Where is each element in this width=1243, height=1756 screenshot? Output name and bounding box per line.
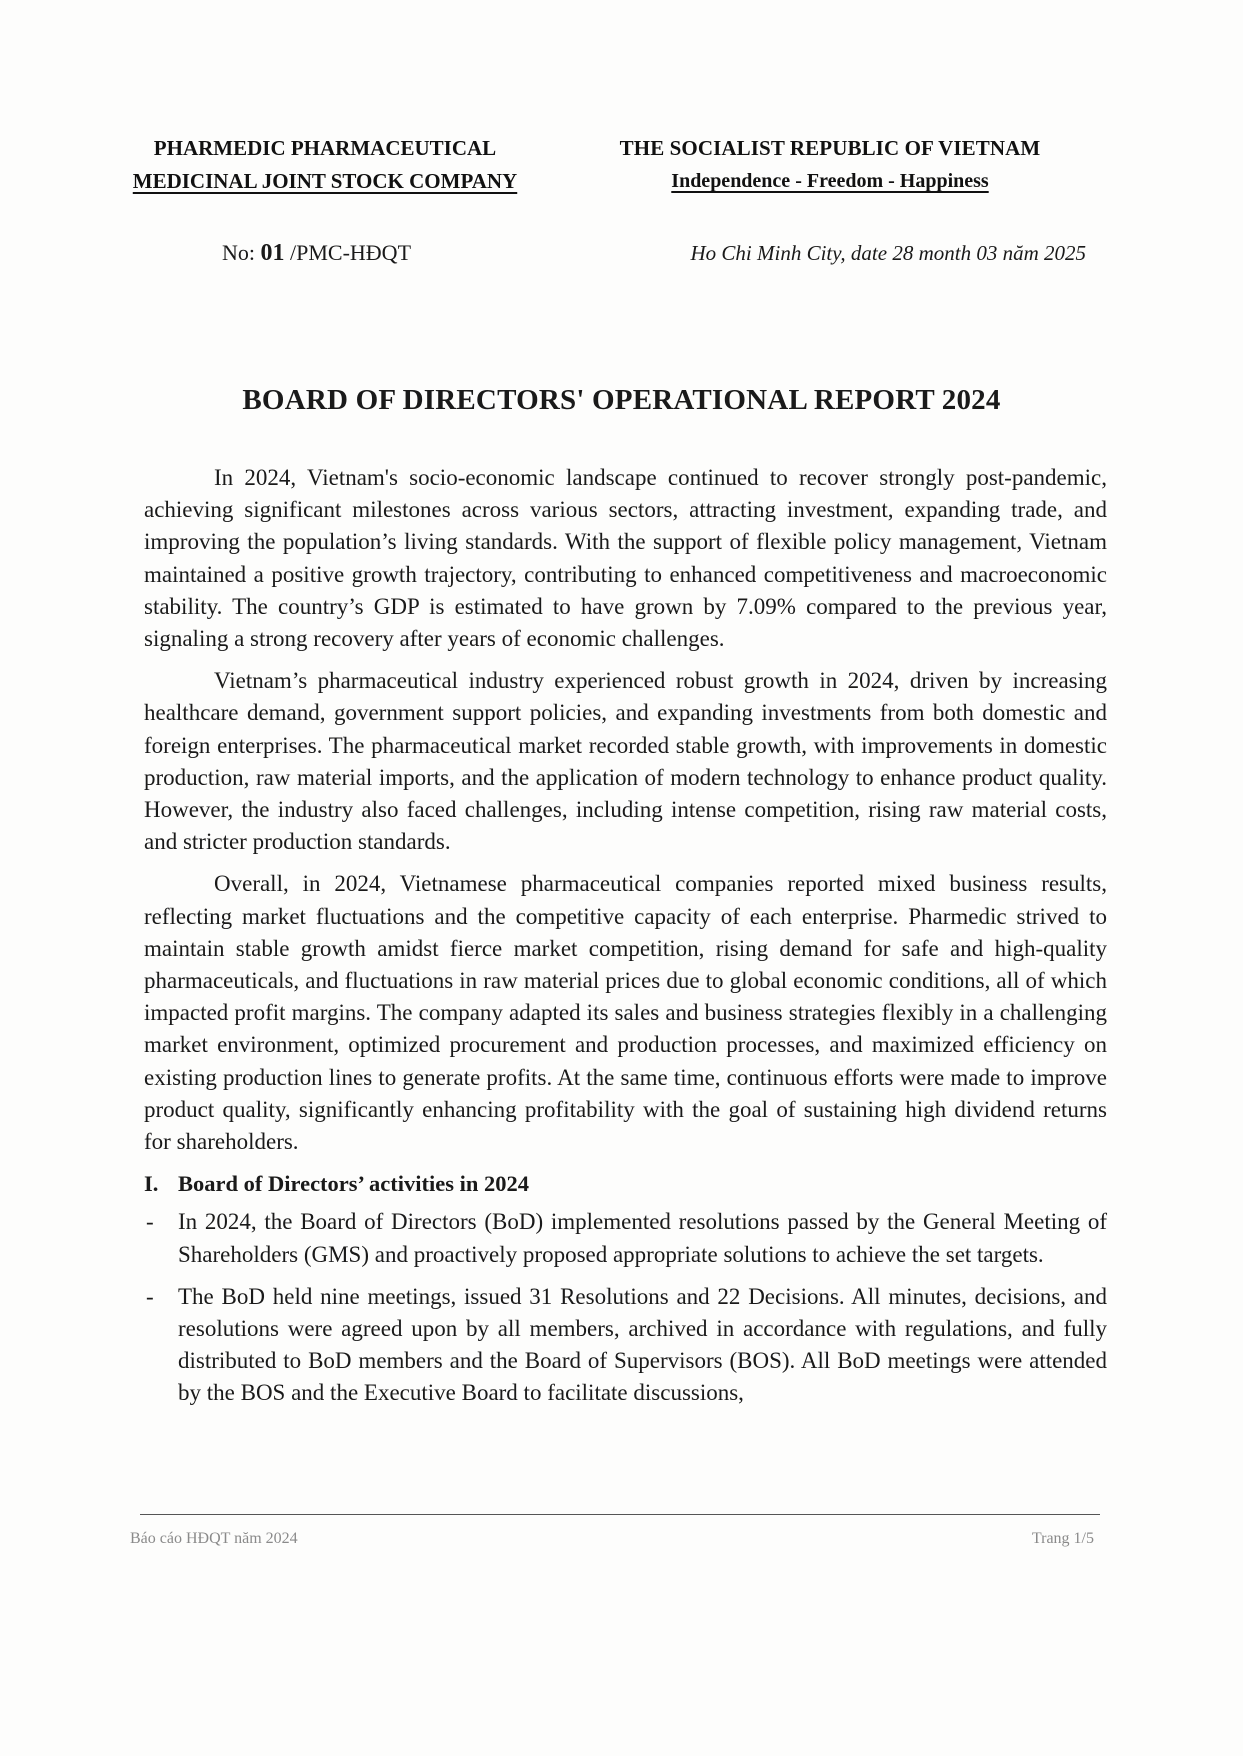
doc-number-suffix: /PMC-HĐQT bbox=[284, 240, 412, 265]
doc-number-prefix: No: bbox=[222, 240, 261, 265]
national-motto: Independence - Freedom - Happiness bbox=[671, 170, 989, 192]
place-and-date: Ho Chi Minh City, date 28 month 03 năm 2025 bbox=[690, 241, 1086, 265]
doc-number-value: 01 bbox=[260, 240, 285, 266]
country-name: THE SOCIALIST REPUBLIC OF VIETNAM bbox=[619, 136, 1041, 160]
list-item: - The BoD held nine meetings, issued 31 Resolutions and 22 Decisions. All minutes, decisions, and resolutions were agreed upon by all members, archived in accordance with regulations, and fully distributed to BoD members and the Board of Supervisors (BOS). All BoD meetings were attended by the BOS and the Executive Board to facilitate discussions, bbox=[144, 1281, 1107, 1410]
company-name-line1: PHARMEDIC PHARMACEUTICAL bbox=[153, 136, 497, 160]
paragraph-pharma-industry: Vietnam’s pharmaceutical industry experienced robust growth in 2024, driven by increasing healthcare demand, government support policies, and expanding investments from both domestic and foreign enterprises. The pharmaceutical market recorded stable growth, with improvements in domestic production, raw material imports, and the application of modern technology to enhance product quality. However, the industry also faced challenges, including intense competition, rising raw material costs, and stricter production standards. bbox=[144, 668, 1107, 855]
document-number bbox=[222, 238, 411, 268]
paragraph-economy: In 2024, Vietnam's socio-economic landscape continued to recover strongly post-pandemic, achieving significant milestones across various sectors, attracting investment, expanding trade, and improving the population’s living standards. With the support of flexible policy management, Vietnam maintained a positive growth trajectory, contributing to enhanced competitiveness and macroeconomic stability. The country’s GDP is estimated to have grown by 7.09% compared to the previous year, signaling a strong recovery after years of economic challenges. bbox=[144, 465, 1107, 652]
company-name-line2: MEDICINAL JOINT STOCK COMPANY bbox=[132, 169, 518, 193]
footer-report-name: Báo cáo HĐQT năm 2024 bbox=[130, 1530, 298, 1547]
section-number: I. bbox=[144, 1171, 159, 1197]
paragraph-company-overview: Overall, in 2024, Vietnamese pharmaceutical companies reported mixed business results, reflecting market fluctuations and the competitive capacity of each enterprise. Pharmedic strived to maintain stable growth amidst fierce market competition, rising demand for safe and high-quality pharmaceuticals, and fluctuations in raw material prices due to global economic conditions, all of which impacted profit margins. The company adapted its sales and business strategies flexibly in a challenging market environment, optimized procurement and production processes, and maximized efficiency on existing production lines to generate profits. At the same time, continuous efforts were made to improve product quality, significantly enhancing profitability with the goal of sustaining high dividend returns for shareholders. bbox=[144, 871, 1107, 1155]
report-body bbox=[144, 462, 1107, 1420]
footer-divider bbox=[140, 1514, 1100, 1515]
national-header bbox=[585, 132, 1075, 198]
list-item: - In 2024, the Board of Directors (BoD) implemented resolutions passed by the General Meeting of Shareholders (GMS) and proactively proposed appropriate solutions to achieve the set targets. bbox=[144, 1206, 1107, 1270]
section-heading bbox=[144, 1168, 1107, 1200]
page-title: BOARD OF DIRECTORS' OPERATIONAL REPORT 2024 bbox=[242, 384, 1001, 416]
section-title: Board of Directors’ activities in 2024 bbox=[178, 1171, 529, 1197]
section-bullet-list bbox=[144, 1206, 1107, 1409]
company-header bbox=[100, 132, 550, 198]
footer-page-number: Trang 1/5 bbox=[1031, 1530, 1094, 1547]
